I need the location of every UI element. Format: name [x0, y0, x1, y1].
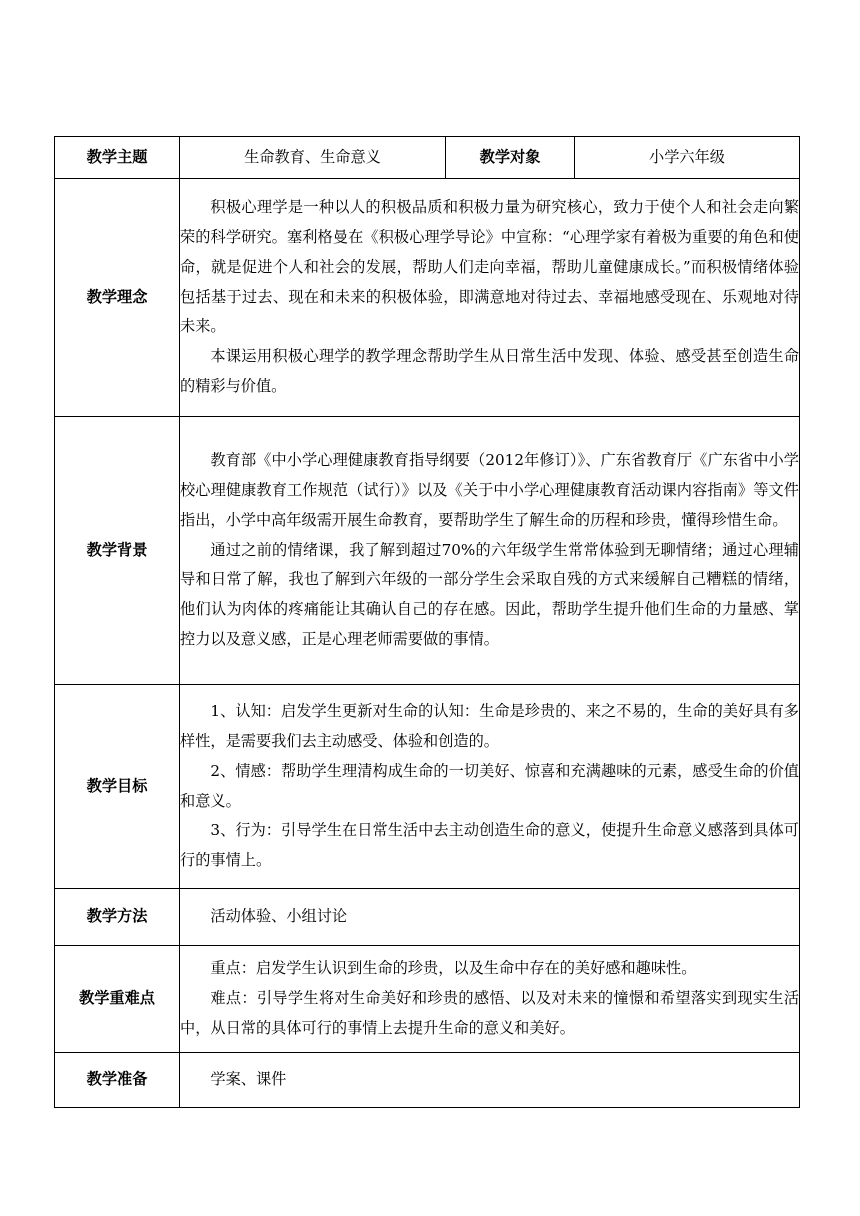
background-label: 教学背景 — [55, 417, 180, 685]
background-content — [180, 417, 800, 685]
background-row — [55, 417, 800, 685]
philosophy-label: 教学理念 — [55, 179, 180, 417]
header-row — [55, 137, 800, 179]
objectives-content — [180, 685, 800, 889]
objective-item: 1、认知：启发学生更新对生命的认知：生命是珍贵的、来之不易的，生命的美好具有多样性，是需要我们去主动感受、体验和创造的。 — [180, 702, 799, 750]
topic-label: 教学主题 — [55, 137, 180, 179]
methods-row — [55, 889, 800, 946]
methods-content — [180, 889, 800, 946]
philosophy-paragraph: 积极心理学是一种以人的积极品质和积极力量为研究核心，致力于使个人和社会走向繁荣的科学研究。塞利格曼在《积极心理学导论》中宣称：“心理学家有着极为重要的角色和使命，就是促进个人和社会的发展，帮助人们走向幸福，帮助儿童健康成长。”而积极情绪体验包括基于过去、现在和未来的积极体验，即满意地对待过去、幸福地感受现在、乐观地对待未来。 — [180, 198, 799, 336]
philosophy-row — [55, 179, 800, 417]
preparation-row — [55, 1053, 800, 1108]
objectives-label: 教学目标 — [55, 685, 180, 889]
lesson-plan-table — [54, 136, 800, 1108]
topic-value: 生命教育、生命意义 — [180, 137, 446, 179]
key-points-content — [180, 946, 800, 1053]
philosophy-paragraph: 本课运用积极心理学的教学理念帮助学生从日常生活中发现、体验、感受甚至创造生命的精彩与价值。 — [180, 347, 799, 395]
background-paragraph: 教育部《中小学心理健康教育指导纲要（2012年修订）》、广东省教育厅《广东省中小学校心理健康教育工作规范（试行）》以及《关于中小学心理健康教育活动课内容指南》等文件指出，小学中高年级需开展生命教育，要帮助学生了解生命的历程和珍贵，懂得珍惜生命。 — [180, 451, 799, 529]
preparation-content — [180, 1053, 800, 1108]
objectives-row — [55, 685, 800, 889]
key-points-label: 教学重难点 — [55, 946, 180, 1053]
methods-label: 教学方法 — [55, 889, 180, 946]
philosophy-content — [180, 179, 800, 417]
audience-label: 教学对象 — [446, 137, 575, 179]
background-paragraph: 通过之前的情绪课，我了解到超过70%的六年级学生常常体验到无聊情绪；通过心理辅导和日常了解，我也了解到六年级的一部分学生会采取自残的方式来缓解自己糟糕的情绪，他们认为肉体的疼痛能让其确认自己的存在感。因此，帮助学生提升他们生命的力量感、掌控力以及意义感，正是心理老师需要做的事情。 — [180, 540, 799, 648]
key-points-row — [55, 946, 800, 1053]
methods-text: 活动体验、小组讨论 — [210, 907, 348, 926]
preparation-text: 学案、课件 — [210, 1070, 287, 1089]
key-point-item: 难点：引导学生将对生命美好和珍贵的感悟、以及对未来的憧憬和希望落实到现实生活中，从日常的具体可行的事情上去提升生命的意义和美好。 — [180, 989, 799, 1037]
preparation-label: 教学准备 — [55, 1053, 180, 1108]
audience-value: 小学六年级 — [575, 137, 800, 179]
objective-item: 2、情感：帮助学生理清构成生命的一切美好、惊喜和充满趣味的元素，感受生命的价值和意义。 — [180, 761, 799, 810]
key-point-item: 重点：启发学生认识到生命的珍贵，以及生命中存在的美好感和趣味性。 — [210, 959, 697, 978]
objective-item: 3、行为：引导学生在日常生活中去主动创造生命的意义，使提升生命意义感落到具体可行的事情上。 — [180, 821, 799, 870]
